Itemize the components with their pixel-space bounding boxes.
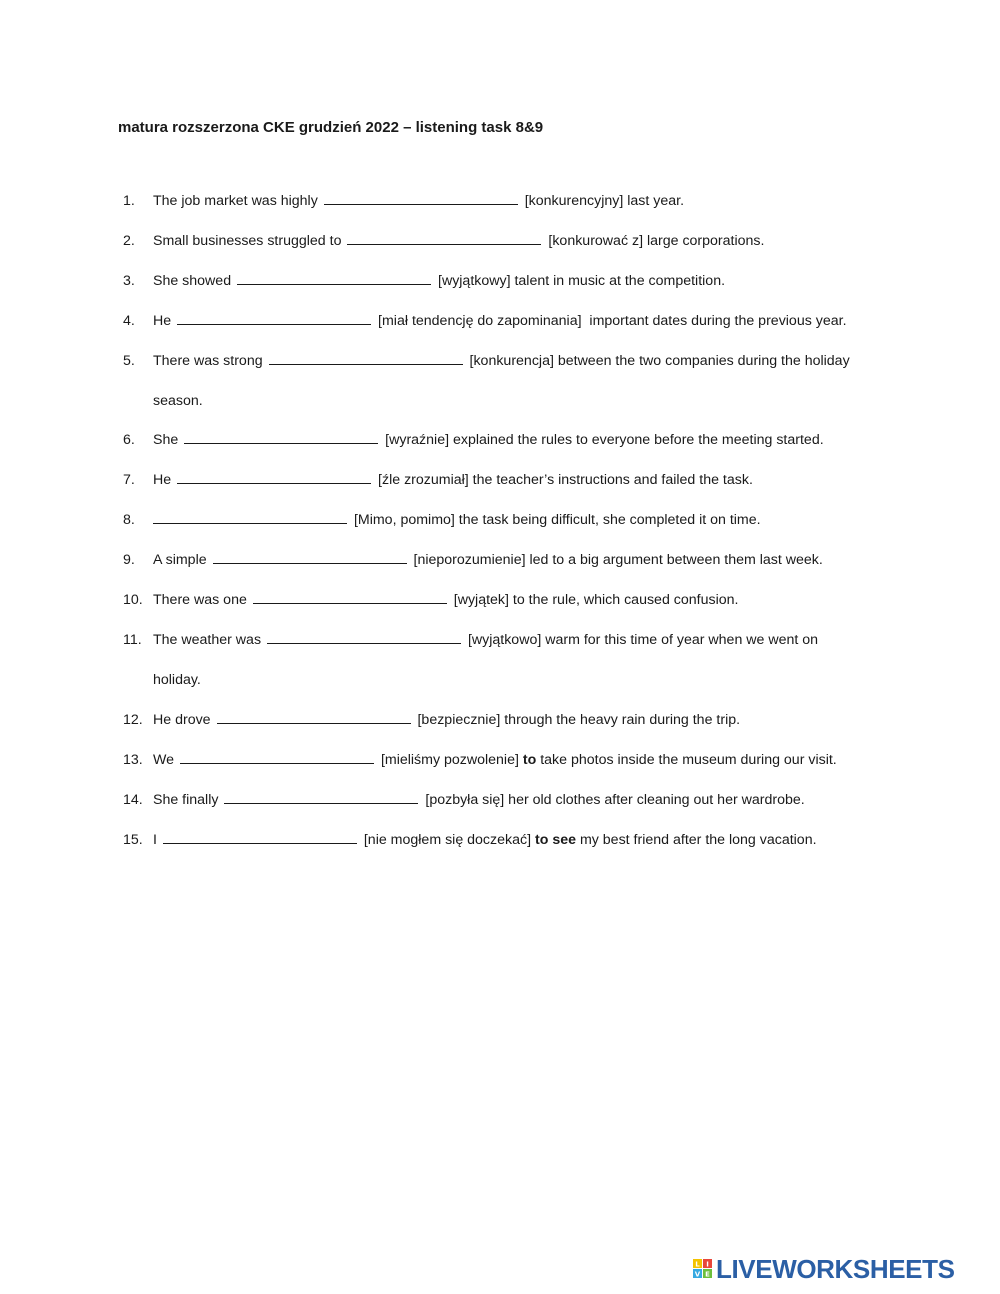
item-number: 13. <box>123 752 143 768</box>
sentence-start: She <box>153 432 179 448</box>
sentence-start: He <box>153 313 172 329</box>
sentence-end: [konkurencyjny] last year. <box>524 193 685 209</box>
answer-blank[interactable] <box>237 272 431 285</box>
item-number: 8. <box>123 512 135 528</box>
sentence-start: The weather was <box>153 632 262 648</box>
answer-blank[interactable] <box>224 791 418 804</box>
item-sentence <box>153 351 893 371</box>
sentence-start: A simple <box>153 552 207 568</box>
answer-blank[interactable] <box>184 431 378 444</box>
item-sentence <box>153 830 893 850</box>
sentence-start: He <box>153 472 172 488</box>
bold-word: to <box>522 752 537 768</box>
logo-wordmark: LIVEWORKSHEETS <box>716 1254 955 1284</box>
sentence-start: The job market was highly <box>153 193 318 209</box>
item-number: 1. <box>123 193 135 209</box>
worksheet-title: matura rozszerzona CKE grudzień 2022 – listening task 8&9 <box>118 119 544 136</box>
sentence-end: my best friend after the long vacation. <box>576 832 817 848</box>
sentence-start: He drove <box>153 712 211 728</box>
sentence-start: Small businesses struggled to <box>153 233 342 249</box>
answer-blank[interactable] <box>217 711 411 724</box>
answer-blank[interactable] <box>253 591 447 604</box>
item-number: 6. <box>123 432 135 448</box>
svg-text:E: E <box>705 1270 710 1279</box>
sentence-end: [bezpiecznie] through the heavy rain during the trip. <box>417 712 741 728</box>
answer-blank[interactable] <box>177 312 371 325</box>
sentence-end: [miał tendencję do zapominania] important dates during the previous year. <box>378 313 847 329</box>
item-number: 2. <box>123 233 135 249</box>
sentence-end: [wyjątkowy] talent in music at the competition. <box>438 273 726 289</box>
bold-word: to see <box>534 832 576 848</box>
item-number: 5. <box>123 353 135 369</box>
item-number: 15. <box>123 832 143 848</box>
item-sentence <box>153 790 893 810</box>
sentence-end: [źle zrozumiał] the teacher’s instructions and failed the task. <box>378 472 753 488</box>
sentence-end: [wyjątkowo] warm for this time of year when we went on <box>467 632 819 648</box>
svg-text:I: I <box>706 1260 709 1269</box>
item-sentence <box>153 271 893 291</box>
item-sentence <box>153 750 893 770</box>
sentence-end: [wyraźnie] explained the rules to everyone before the meeting started. <box>385 432 824 448</box>
answer-blank[interactable] <box>213 551 407 564</box>
sentence-end: [nieporozumienie] led to a big argument between them last week. <box>413 552 823 568</box>
sentence-start: We <box>153 752 175 768</box>
sentence-end: [konkurencja] between the two companies during the holiday <box>469 353 850 369</box>
liveworksheets-logo-icon <box>692 1257 716 1281</box>
sentence-end: [Mimo, pomimo] the task being difficult, she completed it on time. <box>353 512 761 528</box>
sentence-start: I <box>153 832 157 848</box>
sentence-start: She finally <box>153 792 219 808</box>
answer-blank[interactable] <box>267 631 461 644</box>
item-number: 12. <box>123 712 143 728</box>
item-number: 4. <box>123 313 135 329</box>
answer-blank[interactable] <box>269 352 463 365</box>
hint: [mieliśmy pozwolenie] <box>380 752 523 768</box>
liveworksheets-logo <box>692 1256 992 1284</box>
sentence-end: take photos inside the museum during our visit. <box>536 752 837 768</box>
sentence-start: There was strong <box>153 353 263 369</box>
answer-blank[interactable] <box>163 831 357 844</box>
sentence-end: [konkurować z] large corporations. <box>548 233 765 249</box>
item-number: 10. <box>123 592 143 608</box>
item-number: 14. <box>123 792 143 808</box>
sentence-continuation: season. <box>153 393 203 409</box>
sentence-end: [wyjątek] to the rule, which caused confusion. <box>453 592 739 608</box>
item-sentence <box>153 430 893 450</box>
svg-text:V: V <box>694 1270 701 1279</box>
hint: [nie mogłem się doczekać] <box>363 832 535 848</box>
item-sentence <box>153 710 893 730</box>
item-sentence <box>153 470 893 490</box>
item-sentence <box>153 590 893 610</box>
item-sentence <box>153 191 893 211</box>
item-sentence <box>153 311 893 331</box>
item-number: 3. <box>123 273 135 289</box>
item-sentence <box>153 550 893 570</box>
sentence-continuation: holiday. <box>153 672 201 688</box>
answer-blank[interactable] <box>177 471 371 484</box>
item-number: 11. <box>123 632 142 648</box>
item-sentence <box>153 630 893 650</box>
item-sentence <box>153 231 893 251</box>
svg-text:L: L <box>695 1260 700 1269</box>
answer-blank[interactable] <box>180 751 374 764</box>
sentence-start: She showed <box>153 273 232 289</box>
answer-blank[interactable] <box>324 192 518 205</box>
item-number: 7. <box>123 472 135 488</box>
sentence-start: There was one <box>153 592 247 608</box>
answer-blank[interactable] <box>153 511 347 524</box>
answer-blank[interactable] <box>347 232 541 245</box>
item-number: 9. <box>123 552 135 568</box>
item-sentence <box>153 510 893 530</box>
sentence-end: [pozbyła się] her old clothes after cleaning out her wardrobe. <box>425 792 805 808</box>
